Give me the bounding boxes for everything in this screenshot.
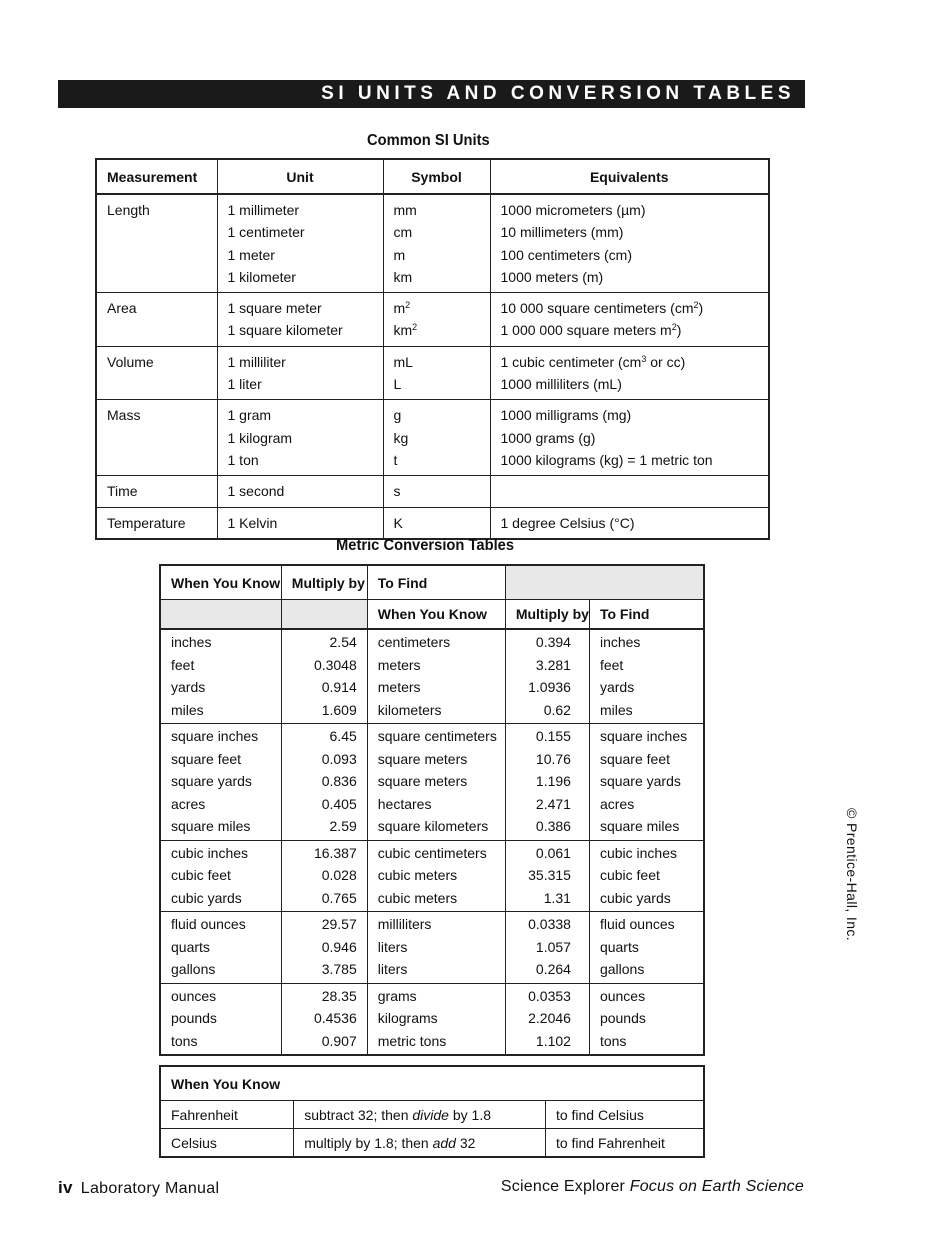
- header-shade: [505, 565, 704, 600]
- operation-cell: [294, 1101, 546, 1129]
- column-header: Equivalents: [490, 159, 769, 194]
- cell-line: mL: [393, 353, 413, 370]
- to-find-cell: [367, 912, 505, 984]
- unit-cell: [217, 293, 383, 347]
- table-row: [160, 1129, 704, 1158]
- cell-line: Length: [107, 202, 150, 218]
- symbol-cell: [383, 194, 490, 293]
- cell-line: 1 centimeter: [227, 224, 305, 241]
- cell-line: fluid ounces: [171, 916, 246, 932]
- cell-line: 1 kilometer: [227, 268, 296, 285]
- cell-line: square inches: [171, 728, 259, 744]
- table-row: [160, 1101, 704, 1129]
- cell-line: 29.57: [321, 916, 357, 932]
- cell-line: kg: [393, 429, 409, 446]
- cell-line: cubic inches: [171, 844, 249, 861]
- cell-line: yards: [171, 679, 206, 695]
- cell-line: yards: [599, 679, 635, 695]
- cell-line: 1 millimeter: [227, 202, 300, 218]
- cell-line: 2.59: [329, 818, 357, 834]
- cell-line: cm: [393, 224, 413, 241]
- table-row: [96, 194, 769, 293]
- cell-line: 0.061: [535, 844, 571, 861]
- table-row: [160, 629, 704, 724]
- operation-emphasis: add: [432, 1134, 456, 1151]
- multiply-by-cell: [505, 840, 589, 912]
- symbol-cell: [383, 476, 490, 507]
- metric-conversion-table: [159, 564, 705, 1056]
- cell-line: liters: [377, 961, 408, 977]
- cell-line: miles: [599, 701, 633, 718]
- page-number: iv: [58, 1178, 73, 1197]
- cell-line: $m^2$: [393, 300, 411, 317]
- cell-line: km: [393, 268, 413, 285]
- cell-line: 0.394: [535, 634, 571, 650]
- cell-line: 6.45: [329, 728, 357, 744]
- cell-line: 0.907: [321, 1032, 357, 1049]
- multiply-by-cell: [281, 983, 367, 1055]
- cell-line: 0.946: [321, 938, 357, 955]
- cell-line: 10.76: [535, 750, 571, 767]
- cell-line: ounces: [599, 987, 646, 1004]
- when-you-know-cell: [160, 724, 281, 841]
- cell-line: mm: [393, 202, 417, 218]
- column-header: Multiply by: [281, 565, 367, 600]
- cell-line: tons: [171, 1032, 198, 1049]
- cell-line: 1 Kelvin: [227, 514, 278, 531]
- measurement-cell: [96, 293, 217, 347]
- cell-line: cubic yards: [599, 889, 671, 906]
- cell-line: t: [393, 451, 398, 468]
- when-you-know-cell: [160, 629, 281, 724]
- cell-line: quarts: [599, 938, 639, 955]
- cell-line: square inches: [599, 728, 688, 744]
- when-you-know-cell: Fahrenheit: [160, 1101, 294, 1129]
- cell-line: gallons: [171, 961, 216, 977]
- cell-line: 1 second: [227, 483, 285, 500]
- equivalents-cell: [490, 346, 769, 400]
- multiply-by-cell: [505, 912, 589, 984]
- column-header: When You Know: [160, 565, 281, 600]
- cell-line: 1 meter: [227, 246, 275, 263]
- to-find-cell: [589, 840, 704, 912]
- table-row: [160, 840, 704, 912]
- cell-line: 2.2046: [528, 1010, 571, 1026]
- unit-cell: [217, 346, 383, 400]
- operation-text: by 1.8: [448, 1106, 491, 1123]
- symbol-cell: [383, 346, 490, 400]
- cell-line: meters: [377, 679, 421, 695]
- unit-cell: [217, 507, 383, 539]
- cell-line: inches: [171, 634, 212, 650]
- equivalents-cell: [490, 293, 769, 347]
- equivalents-cell: [490, 507, 769, 539]
- cell-line: 28.35: [321, 987, 357, 1004]
- measurement-cell: [96, 476, 217, 507]
- cell-line: 1.609: [321, 701, 357, 718]
- to-find-cell: [589, 629, 704, 724]
- title-banner: [58, 80, 805, 108]
- column-header: To Find: [367, 565, 505, 600]
- series-subtitle: Focus on Earth Science: [629, 1178, 804, 1195]
- to-find-cell: [367, 983, 505, 1055]
- cell-line: cubic inches: [599, 844, 677, 861]
- cell-line: 1.102: [535, 1032, 571, 1049]
- cell-line: square centimeters: [377, 728, 497, 744]
- to-find-cell: to find Celsius: [545, 1101, 704, 1129]
- cell-line: m: [393, 246, 406, 263]
- cell-line: 100 centimeters (cm): [500, 246, 632, 263]
- cell-line: 2.54: [329, 634, 357, 650]
- cell-line: acres: [171, 795, 206, 812]
- symbol-cell: [383, 293, 490, 347]
- column-header: Symbol: [383, 159, 490, 194]
- cell-line: cubic centimeters: [377, 844, 487, 861]
- cell-line: ounces: [171, 987, 217, 1004]
- unit-cell: [217, 476, 383, 507]
- cell-line: feet: [599, 656, 624, 673]
- cell-line: 1 gram: [227, 407, 272, 424]
- cell-line: 0.028: [321, 867, 357, 883]
- cell-line: 16.387: [313, 844, 357, 861]
- column-header: Unit: [217, 159, 383, 194]
- cell-line: 1000 kilograms (kg) = 1 metric ton: [500, 451, 713, 468]
- equivalents-cell: [490, 400, 769, 476]
- to-find-cell: [589, 912, 704, 984]
- equivalents-cell: [490, 194, 769, 293]
- cell-line: 1 square meter: [227, 300, 322, 317]
- cell-line: 1000 micrometers (µm): [500, 202, 646, 218]
- equivalents-cell: [490, 476, 769, 507]
- cell-line: 0.093: [321, 750, 357, 767]
- cell-line: 1000 meters (m): [500, 268, 604, 285]
- cell-line: s: [393, 483, 401, 500]
- cell-line: 1000 milligrams (mg): [500, 407, 632, 424]
- cell-line: square feet: [171, 750, 242, 767]
- table-header-row: [160, 600, 704, 630]
- cell-line: 1 000 000 square meters $m^2$): [500, 322, 682, 339]
- cell-line: 10 millimeters (mm): [500, 224, 624, 241]
- operation-text: subtract 32; then: [304, 1106, 413, 1123]
- multiply-by-cell: [505, 629, 589, 724]
- cell-line: square meters: [377, 750, 468, 767]
- si-table-caption: Common SI Units: [367, 132, 490, 149]
- cell-line: g: [393, 407, 402, 424]
- cell-line: 3.785: [321, 961, 357, 977]
- cell-line: pounds: [171, 1010, 217, 1026]
- cell-line: cubic yards: [171, 889, 242, 906]
- cell-line: 0.0338: [528, 916, 571, 932]
- cell-line: milliliters: [377, 916, 432, 932]
- cell-line: square miles: [171, 818, 251, 834]
- column-header: Measurement: [96, 159, 217, 194]
- table-row: [160, 724, 704, 841]
- column-header: When You Know: [367, 600, 505, 630]
- table-header-row: [96, 159, 769, 194]
- cell-line: Temperature: [107, 514, 186, 531]
- column-header: To Find: [589, 600, 704, 630]
- copyright-notice: © Prentice-Hall, Inc.: [844, 808, 860, 942]
- cell-line: 1000 grams (g): [500, 429, 596, 446]
- cell-line: cubic meters: [377, 867, 458, 883]
- cell-line: 10 000 square centimeters $(cm^2)$: [500, 300, 704, 317]
- cell-line: grams: [377, 987, 417, 1004]
- cell-line: 0.405: [321, 795, 357, 812]
- cell-line: 1000 milliliters (mL): [500, 376, 622, 393]
- header-shade: [160, 600, 281, 630]
- table-header-row: [160, 565, 704, 600]
- cell-line: quarts: [171, 938, 210, 955]
- table-header-row: [160, 1066, 704, 1101]
- cell-line: feet: [171, 656, 195, 673]
- cell-line: square yards: [171, 773, 252, 789]
- cell-line: 1.31: [543, 889, 571, 906]
- cell-line: 0.264: [535, 961, 571, 977]
- cell-line: square feet: [599, 750, 671, 767]
- to-find-cell: to find Fahrenheit: [545, 1129, 704, 1158]
- to-find-cell: [589, 724, 704, 841]
- cell-line: meters: [377, 656, 421, 673]
- cell-line: L: [393, 376, 402, 393]
- to-find-cell: [367, 724, 505, 841]
- footer-right: [501, 1178, 804, 1196]
- table-row: [96, 400, 769, 476]
- cell-line: tons: [599, 1032, 627, 1049]
- multiply-by-cell: [281, 724, 367, 841]
- cell-line: 1.196: [535, 773, 571, 789]
- cell-line: square yards: [599, 773, 681, 789]
- multiply-by-cell: [281, 629, 367, 724]
- cell-line: 35.315: [528, 867, 571, 883]
- series-title: Science Explorer: [500, 1178, 630, 1195]
- si-table-body: [96, 194, 769, 539]
- to-find-cell: [367, 629, 505, 724]
- book-title: Laboratory Manual: [80, 1180, 220, 1197]
- temperature-conversion-table: [159, 1065, 705, 1158]
- page-title: SI UNITS AND CONVERSION TABLES: [321, 83, 795, 104]
- cell-line: Mass: [107, 407, 141, 424]
- cell-line: square miles: [599, 818, 680, 834]
- operation-cell: [294, 1129, 546, 1158]
- cell-line: kilograms: [377, 1010, 438, 1026]
- header-shade: [281, 600, 367, 630]
- column-header: When You Know: [160, 1066, 704, 1101]
- cell-line: 1 liter: [227, 376, 262, 393]
- table-row: [160, 912, 704, 984]
- cell-line: 1 milliliter: [227, 353, 286, 370]
- cell-line: square kilometers: [377, 818, 489, 834]
- cell-line: 1 kilogram: [227, 429, 293, 446]
- symbol-cell: [383, 507, 490, 539]
- cell-line: 1 ton: [227, 451, 259, 468]
- metric-table-caption: Metric Conversion Tables: [336, 537, 515, 554]
- measurement-cell: [96, 507, 217, 539]
- multiply-by-cell: [505, 983, 589, 1055]
- table-row: [96, 507, 769, 539]
- cell-line: acres: [599, 795, 635, 812]
- cell-line: 0.62: [543, 701, 571, 718]
- operation-text: 32: [455, 1134, 476, 1151]
- metric-table-body: [160, 629, 704, 1055]
- cell-line: kilometers: [377, 701, 442, 718]
- si-units-table: [95, 158, 770, 540]
- cell-line: metric tons: [377, 1032, 447, 1049]
- cell-line: 0.4536: [313, 1010, 357, 1026]
- multiply-by-cell: [281, 912, 367, 984]
- cell-line: 0.155: [535, 728, 571, 744]
- cell-line: cubic meters: [377, 889, 458, 906]
- table-row: [96, 476, 769, 507]
- cell-line: pounds: [599, 1010, 646, 1026]
- to-find-cell: [589, 983, 704, 1055]
- cell-line: Area: [107, 300, 137, 317]
- measurement-cell: [96, 400, 217, 476]
- cell-line: 0.836: [321, 773, 357, 789]
- cell-line: centimeters: [377, 634, 451, 650]
- when-you-know-cell: [160, 912, 281, 984]
- cell-line: 1.057: [535, 938, 571, 955]
- unit-cell: [217, 194, 383, 293]
- table-row: [96, 346, 769, 400]
- cell-line: square meters: [377, 773, 468, 789]
- measurement-cell: [96, 346, 217, 400]
- operation-text: multiply by 1.8; then: [304, 1134, 433, 1151]
- measurement-cell: [96, 194, 217, 293]
- column-header: Multiply by: [505, 600, 589, 630]
- cell-line: 1 cubic centimeter ($cm^3$ or cc): [500, 353, 686, 370]
- cell-line: Volume: [107, 353, 154, 370]
- table-row: [96, 293, 769, 347]
- cell-line: 0.765: [321, 889, 357, 906]
- footer-left: [58, 1178, 219, 1198]
- cell-line: hectares: [377, 795, 432, 812]
- cell-line: 3.281: [535, 656, 571, 673]
- when-you-know-cell: [160, 840, 281, 912]
- cell-line: 1.0936: [528, 679, 571, 695]
- cell-line: cubic feet: [599, 867, 660, 883]
- table-row: [160, 983, 704, 1055]
- cell-line: Time: [107, 483, 138, 500]
- cell-line: 1 square kilometer: [227, 322, 343, 339]
- multiply-by-cell: [505, 724, 589, 841]
- when-you-know-cell: [160, 983, 281, 1055]
- cell-line: 1 degree Celsius (°C): [500, 514, 635, 531]
- cell-line: 2.471: [535, 795, 571, 812]
- cell-line: miles: [171, 701, 204, 718]
- cell-line: 0.3048: [313, 656, 357, 673]
- to-find-cell: [367, 840, 505, 912]
- operation-emphasis: divide: [412, 1106, 449, 1123]
- unit-cell: [217, 400, 383, 476]
- symbol-cell: [383, 400, 490, 476]
- cell-line: fluid ounces: [599, 916, 675, 932]
- cell-line: $km^2$: [393, 322, 418, 339]
- cell-line: gallons: [599, 961, 645, 977]
- cell-line: 0.0353: [528, 987, 571, 1004]
- multiply-by-cell: [281, 840, 367, 912]
- when-you-know-cell: Celsius: [160, 1129, 294, 1158]
- cell-line: liters: [377, 938, 408, 955]
- cell-line: 0.914: [321, 679, 357, 695]
- cell-line: inches: [599, 634, 641, 650]
- cell-line: 0.386: [535, 818, 571, 834]
- cell-line: K: [393, 514, 403, 531]
- cell-line: cubic feet: [171, 867, 231, 883]
